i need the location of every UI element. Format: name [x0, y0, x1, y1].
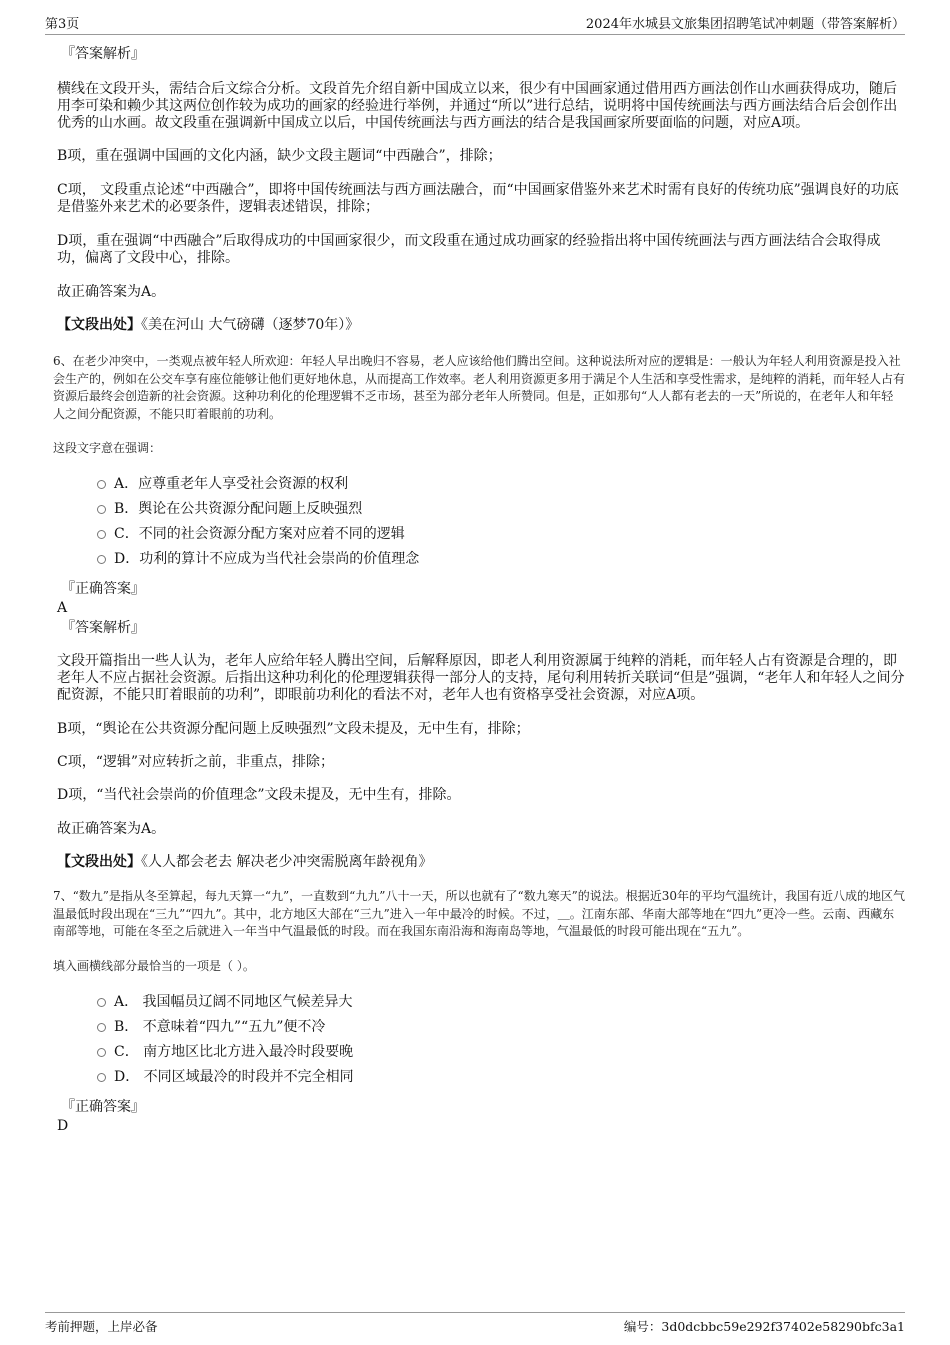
q5-analysis-b: B项，重在强调中国画的文化内涵，缺少文段主题词“中西融合”，排除；	[57, 148, 502, 164]
q6-analysis-b: B项，“舆论在公共资源分配问题上反映强烈”文段未提及，无中生有，排除；	[57, 721, 530, 737]
page-header	[45, 14, 905, 35]
q7-option-b[interactable]	[97, 1015, 905, 1040]
option-label: D．功利的算计不应成为当代社会崇尚的价值理念	[114, 551, 420, 567]
q5-source-title: 《美在河山 大气磅礴（逐梦70年）》	[141, 317, 360, 333]
q6-analysis-main: 文段开篇指出一些人认为，老年人应给年轻人腾出空间，后解释原因，即老人利用资源属于纯粹的消耗，而年轻人占有资源是合理的，即老年人不应占据社会资源。后指出这种功利化的伦理逻辑获得一部分人的支持，尾句利用转折关联词“但是”强调，“老年人和年轻人之间分配资源，不能只盯着眼前的功利”，即眼前功利化的看法不对，老年人也有资格享受社会资源，对应A项。	[57, 653, 905, 703]
q5-analysis-c: C项， 文段重点论述“中西融合”，即将中国传统画法与西方画法融合，而“中国画家借鉴外来艺术时需有良好的传统功底”强调良好的功底是借鉴外来艺术的必要条件，逻辑表述错误，排除；	[57, 182, 899, 215]
q5-source	[57, 316, 905, 334]
page-number: 第3页	[45, 17, 80, 32]
page-content	[53, 45, 906, 1135]
option-label: A． 我国幅员辽阔不同地区气候差异大	[114, 993, 353, 1010]
q7-prompt: 填入画横线部分最恰当的一项是（ ）。	[53, 958, 255, 973]
source-label: 【文段出处】	[57, 854, 141, 870]
option-label: C． 南方地区比北方进入最冷时段要晚	[114, 1043, 354, 1060]
footer-slogan: 考前押题，上岸必备	[45, 1319, 158, 1334]
q6-source	[57, 853, 905, 871]
source-label: 【文段出处】	[57, 317, 141, 333]
correct-answer-label: 『正确答案』	[61, 581, 145, 597]
document-title: 2024年水城县文旅集团招聘笔试冲刺题（带答案解析）	[585, 17, 905, 32]
radio-icon[interactable]	[97, 1023, 106, 1032]
radio-icon[interactable]	[97, 505, 106, 514]
page-footer	[45, 1312, 905, 1335]
analysis-label: 『答案解析』	[61, 46, 145, 62]
q6-analysis-c: C项，“逻辑”对应转折之前，非重点，排除；	[57, 754, 335, 770]
q7-option-c[interactable]	[97, 1040, 905, 1065]
option-label: A．应尊重老年人享受社会资源的权利	[114, 476, 349, 492]
option-label: C．不同的社会资源分配方案对应着不同的逻辑	[114, 526, 405, 542]
q6-option-d[interactable]	[97, 547, 905, 572]
q6-analysis-d: D项，“当代社会崇尚的价值理念”文段未提及，无中生有，排除。	[57, 787, 461, 803]
q6-options	[57, 472, 905, 572]
q7-question: 7、“数九”是指从冬至算起，每九天算一“九”，一直数到“九九”八十一天，所以也就有了“数九寒天”的说法。根据近30年的平均气温统计，我国有近八成的地区气温最低时段出现在“三九”“四九”。其中，北方地区大部在“三九”进入一年中最冷的时候。不过，＿。江南东部、华南大部等地在“四九”更冷一些。云南、西藏东南部等地，可能在冬至之后就进入一年当中气温最低的时段。而在我国东南沿海和海南岛等地，气温最低的时段可能出现在“五九”。	[53, 889, 905, 938]
q7-answer: D	[57, 1117, 69, 1134]
q6-conclusion: 故正确答案为A。	[57, 821, 166, 837]
option-label: B．舆论在公共资源分配问题上反映强烈	[114, 501, 363, 517]
q5-analysis-main: 横线在文段开头，需结合后文综合分析。文段首先介绍自新中国成立以来，很少有中国画家通过借用西方画法创作山水画获得成功，随后用李可染和赖少其这两位创作较为成功的画家的经验进行举例，并通过“所以”进行总结，说明将中国传统画法与西方画法结合后会创作出优秀的山水画。故文段重在强调新中国成立以后，中国传统画法与西方画法的结合是我国画家所要面临的问题，对应A项。	[57, 81, 898, 131]
document-id: 编号：3d0dcbbc59e292f37402e58290bfc3a1	[623, 1319, 905, 1334]
q7-options	[57, 990, 905, 1090]
q7-option-a[interactable]	[97, 990, 905, 1015]
analysis-label: 『答案解析』	[61, 620, 145, 636]
radio-icon[interactable]	[97, 480, 106, 489]
q6-option-c[interactable]	[97, 522, 905, 547]
q5-conclusion: 故正确答案为A。	[57, 284, 166, 300]
q6-question: 6、在老少冲突中，一类观点被年轻人所欢迎：年轻人早出晚归不容易，老人应该给他们腾出空间。这种说法所对应的逻辑是：一般认为年轻人利用资源是投入社会生产的，例如在公交车享有座位能够让他们更好地休息，从而提高工作效率。老人利用资源更多用于满足个人生活和享受性需求，是纯粹的消耗，而年轻人占有资源后最终会创造新的社会资源。这种功利化的伦理逻辑不乏市场，甚至为部分老年人所赞同。但是，正如那句“人人都有老去的一天”所说的，在老年人和年轻人之间分配资源，不能只盯着眼前的功利。	[53, 354, 906, 421]
radio-icon[interactable]	[97, 998, 106, 1007]
radio-icon[interactable]	[97, 530, 106, 539]
option-label: B． 不意味着“四九”“五九”便不冷	[114, 1018, 326, 1035]
radio-icon[interactable]	[97, 1073, 106, 1082]
q6-option-b[interactable]	[97, 497, 905, 522]
radio-icon[interactable]	[97, 555, 106, 564]
correct-answer-label: 『正确答案』	[61, 1098, 145, 1115]
option-label: D． 不同区域最冷的时段并不完全相同	[114, 1068, 354, 1085]
radio-icon[interactable]	[97, 1048, 106, 1057]
q7-option-d[interactable]	[97, 1065, 905, 1090]
q6-source-title: 《人人都会老去 解决老少冲突需脱离年龄视角》	[141, 854, 433, 870]
q5-analysis-d: D项，重在强调“中西融合”后取得成功的中国画家很少，而文段重在通过成功画家的经验指出将中国传统画法与西方画法结合会取得成功，偏离了文段中心，排除。	[57, 233, 881, 266]
q6-prompt: 这段文字意在强调：	[53, 441, 162, 455]
q6-option-a[interactable]	[97, 472, 905, 497]
q6-answer: A	[57, 600, 68, 616]
